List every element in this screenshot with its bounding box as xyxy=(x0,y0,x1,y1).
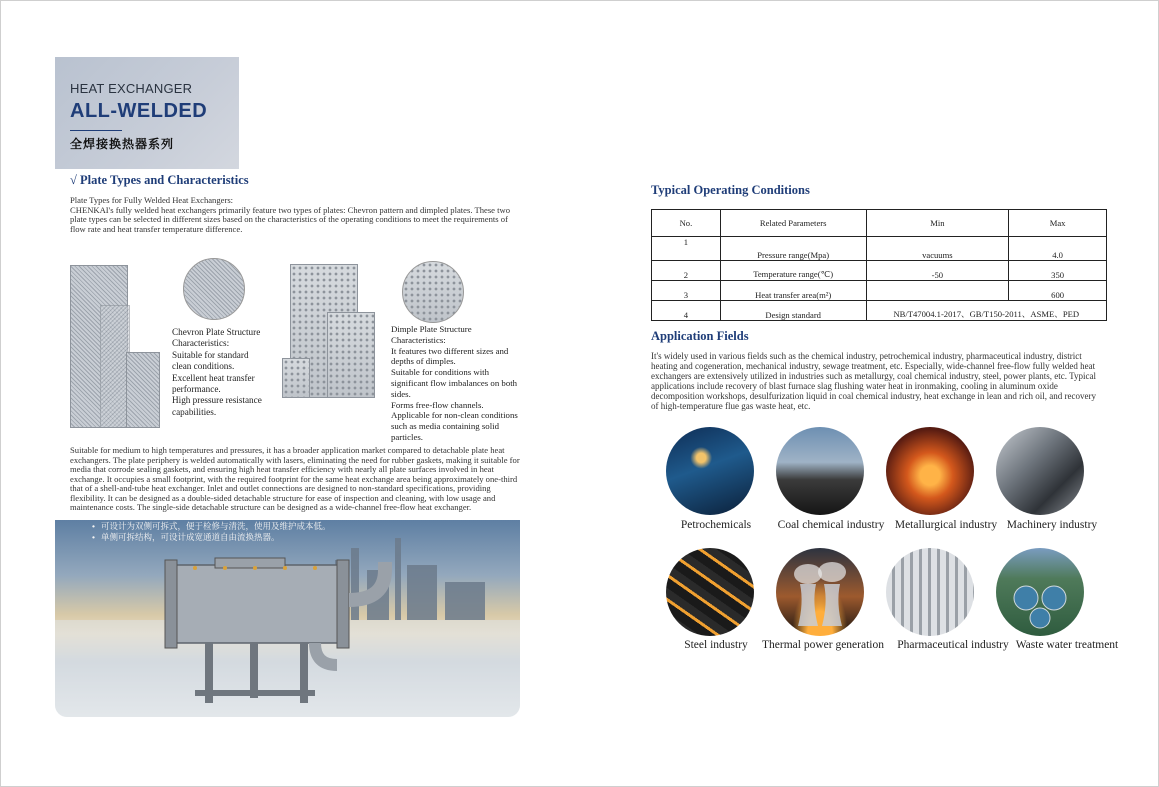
operating-conditions-heading: Typical Operating Conditions xyxy=(651,183,810,197)
plate-types-intro: Plate Types for Fully Welded Heat Exchangers: CHENKAI's fully welded heat exchangers primarily feature two types of plates: Chevron pattern and dimpled plates. These two plate types can be selected in different sizes based on the characteristics of the operating conditions to meet the requirements of flow rate and heat transfer temperature difference. xyxy=(70,195,511,234)
table-header-row xyxy=(652,210,1107,237)
row-param: Design standard xyxy=(720,301,866,321)
coal-conveyor-image xyxy=(776,427,864,515)
row-param: Temperature range(℃) xyxy=(720,261,866,281)
cooling-towers-image xyxy=(776,548,864,636)
table-row xyxy=(652,301,1107,321)
row-param: Pressure range(Mpa) xyxy=(720,237,866,261)
operating-conditions-table xyxy=(651,209,1107,321)
header-cn-title: 全焊接换热器系列 xyxy=(70,137,175,151)
app-label-machinery: Machinery industry xyxy=(1006,519,1098,531)
water-treatment-graphic xyxy=(996,548,1084,636)
col-header-param: Related Parameters xyxy=(720,210,866,237)
row-no: 4 xyxy=(652,301,721,321)
header-title: ALL-WELDED xyxy=(70,100,208,122)
application-fields-text: It's widely used in various fields such as the chemical industry, petrochemical industry, pharmaceutical industry, district heating and cogeneration, mechanical industry, sewage treatment, etc. Especially, wide-channel free-flow fully welded heat exchangers are extensively utilized in industries such as metallurgy, coal chemical industry, steel, power plants, etc. Typical applications include recovery of blast furnace slag flushing water heat in ironmaking, cooling in aluminum oxide decomposition workshops, desulfurization liquid in coal chemical industry, heat exchange in lean and rich oil, and recovery of high-temperature flue gas waste heat, etc. xyxy=(651,351,1097,411)
petrochemical-plant-image xyxy=(666,427,754,515)
table-row xyxy=(652,237,1107,261)
cn-bullet-list xyxy=(92,521,331,543)
row-min: -50 xyxy=(866,261,1009,281)
steel-rolling-image xyxy=(666,548,754,636)
plant-scene-illustration xyxy=(55,520,520,717)
row-no: 3 xyxy=(652,281,721,301)
dimple-plate-description: Dimple Plate Structure Characteristics: It features two different sizes and depths of dimples. Suitable for conditions with significant flow imbalances on both sides. Forms free-flow channels. Applicable for non-clean conditions such as media containing solid particles. xyxy=(391,324,518,442)
col-header-max: Max xyxy=(1009,210,1107,237)
cn-bullet-2: • 单侧可拆结构，可设计成宽通道自由流换热器。 xyxy=(92,532,331,543)
header-subtitle: HEAT EXCHANGER xyxy=(70,81,193,96)
app-label-coal: Coal chemical industry xyxy=(777,519,885,531)
header-divider xyxy=(70,130,122,131)
row-max: 4.0 xyxy=(1009,237,1107,261)
row-max: 350 xyxy=(1009,261,1107,281)
table-row xyxy=(652,261,1107,281)
chevron-plate-description: Chevron Plate Structure Characteristics: Suitable for standard clean conditions. Excellent heat transfer performance. High pressure resistance capabilities. xyxy=(172,327,262,417)
plate-body-text: Suitable for medium to high temperatures and pressures, it has a broader application market compared to detachable plate heat exchangers. The plate periphery is welded automatically with lasers, eliminating the need for rubber gaskets, making it suitable for media that corrode sealing gaskets, and ensuring high heat transfer efficiency with nearly all plate surfaces involved in heat exchange. It occupies a small footprint, with the required footprint for the same heat exchange area being approximately one-third that of a shell-and-tube heat exchanger. Inlet and outlet connections are designed to non-standard specifications, providing flexibility. It can be designed as a double-sided detachable structure for ease of inspection and cleaning, with low usage and maintenance costs. The single-side detachable structure can be designed as a wide-channel free-flow heat exchanger. xyxy=(70,445,520,512)
cn-bullet-1: • 可设计为双侧可拆式，便于检修与清洗，使用及维护成本低。 xyxy=(92,521,331,532)
col-header-no: No. xyxy=(652,210,721,237)
app-label-metallurgical: Metallurgical industry xyxy=(894,519,998,531)
molten-metal-image xyxy=(886,427,974,515)
row-no: 1 xyxy=(652,237,721,261)
pharma-line-image xyxy=(886,548,974,636)
row-no: 2 xyxy=(652,261,721,281)
plate-types-heading: √ Plate Types and Characteristics xyxy=(70,173,249,187)
cooling-towers-graphic xyxy=(776,548,864,636)
application-fields-heading: Application Fields xyxy=(651,329,749,343)
header-block xyxy=(55,57,239,169)
app-label-petrochemicals: Petrochemicals xyxy=(680,519,752,531)
app-label-steel: Steel industry xyxy=(684,639,748,651)
row-standard: NB/T47004.1-2017、GB/T150-2011、ASME、PED xyxy=(866,301,1106,321)
heat-exchanger-photo xyxy=(55,520,520,717)
app-label-waste-water: Waste water treatment xyxy=(1015,639,1119,651)
col-header-min: Min xyxy=(866,210,1009,237)
row-param: Heat transfer area(m²) xyxy=(720,281,866,301)
row-max: 600 xyxy=(1009,281,1107,301)
row-min: vacuums xyxy=(866,237,1009,261)
app-label-pharmaceutical: Pharmaceutical industry xyxy=(897,639,1009,651)
table-row xyxy=(652,281,1107,301)
machinery-image xyxy=(996,427,1084,515)
row-min xyxy=(866,281,1009,301)
water-treatment-image xyxy=(996,548,1084,636)
app-label-thermal: Thermal power generation xyxy=(762,639,884,651)
